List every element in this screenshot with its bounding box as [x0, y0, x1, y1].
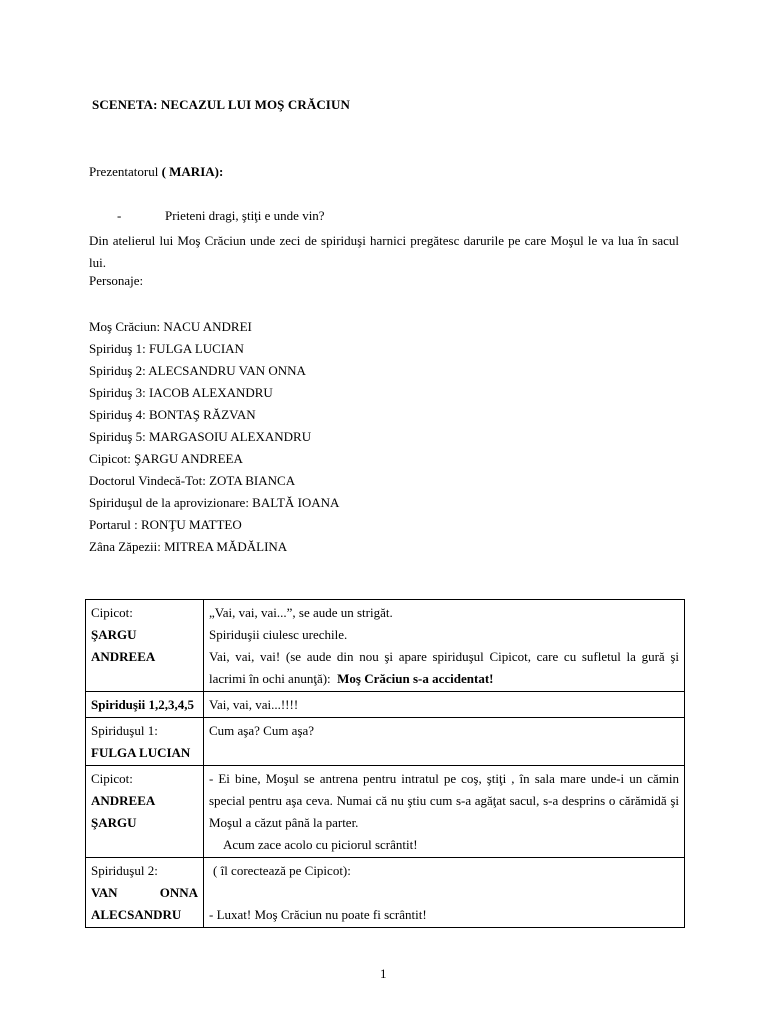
- cast-item: Cipicot: ŞARGU ANDREEA: [89, 451, 243, 466]
- table-row: [86, 858, 685, 928]
- cast-item: Moş Crăciun: NACU ANDREI: [89, 319, 252, 334]
- dialogue-line: - Luxat! Moş Crăciun nu poate fi scrântit!: [209, 907, 427, 922]
- cast-item: Spiriduş 1: FULGA LUCIAN: [89, 341, 244, 356]
- speaker-name: ALECSANDRU: [91, 907, 182, 922]
- table-row: [86, 600, 685, 692]
- speaker-name: ANDREEA: [91, 649, 156, 664]
- cast-item: Spiriduş 4: BONTAŞ RĂZVAN: [89, 407, 256, 422]
- script-table: [85, 599, 685, 928]
- presenter-label: Prezentatorul: [89, 164, 162, 179]
- dialogue-line: „Vai, vai, vai...”, se aude un strigăt.: [209, 605, 393, 620]
- presenter-name: ( MARIA):: [161, 164, 224, 179]
- table-row: [86, 718, 685, 766]
- speaker-cell: [86, 718, 204, 766]
- intro-paragraph: Din atelierul lui Moş Crăciun unde zeci de spiriduşi harnici pregătesc darurile pe care Moşul le va lua în sacul lui.: [89, 233, 679, 270]
- opening-line: [117, 208, 325, 224]
- cast-item: Zâna Zăpezii: MITREA MĂDĂLINA: [89, 539, 288, 554]
- dialogue-cell: Vai, vai, vai...!!!!: [204, 692, 685, 718]
- cast-item: Portarul : RONŢU MATTEO: [89, 517, 242, 532]
- dialogue-line: - Ei bine, Moşul se antrena pentru intratul pe coş, ştiţi , în sala mare unde-i un cămin special pentru aşa ceva. Numai că nu ştiu cum s-a agăţat sacul, s-a desprins o cărămidă şi Moşul a căzut până la parter.: [209, 771, 679, 830]
- speaker-name: FULGA LUCIAN: [91, 745, 191, 760]
- cast-item: Spiriduşul de la aprovizionare: BALTĂ IOANA: [89, 495, 340, 510]
- page-number: 1: [380, 966, 387, 981]
- page-title: SCENETA: NECAZUL LUI MOŞ CRĂCIUN: [92, 97, 350, 112]
- speaker-name: [91, 882, 198, 904]
- dialogue-spacer: [209, 882, 679, 904]
- dialogue-line: Spiriduşii ciulesc urechile.: [209, 627, 348, 642]
- dialogue-cell: Cum aşa? Cum aşa?: [204, 718, 685, 766]
- dialogue-cell: [204, 858, 685, 928]
- speaker-name: ŞARGU: [91, 815, 137, 830]
- speaker-role: Spiriduşul 2:: [91, 863, 158, 878]
- speaker-role: Spiriduşul 1:: [91, 723, 158, 738]
- cast-item: Doctorul Vindecă-Tot: ZOTA BIANCA: [89, 473, 296, 488]
- dialogue-line: ( îl corectează pe Cipicot):: [213, 863, 351, 878]
- speaker-cell: [86, 600, 204, 692]
- speaker-name: ŞARGU: [91, 627, 137, 642]
- cast-item: Spiriduş 2: ALECSANDRU VAN ONNA: [89, 363, 306, 378]
- speaker-cell: [86, 858, 204, 928]
- speaker-cell: Spiriduşii 1,2,3,4,5: [86, 692, 204, 718]
- cast-item: Spiriduş 3: IACOB ALEXANDRU: [89, 385, 273, 400]
- speaker-name-part: ONNA: [159, 885, 198, 900]
- dialogue-cell: [204, 766, 685, 858]
- table-row: [86, 692, 685, 718]
- dash-bullet: -: [117, 208, 122, 223]
- dialogue-line: Acum zace acolo cu piciorul scrântit!: [223, 837, 418, 852]
- speaker-cell: [86, 766, 204, 858]
- presenter-line: [89, 164, 223, 180]
- cast-item: Spiriduş 5: MARGASOIU ALEXANDRU: [89, 429, 312, 444]
- opening-line-text: Prieteni dragi, ştiţi e unde vin?: [165, 208, 325, 223]
- cast-list: [89, 318, 339, 560]
- dialogue-emphasis: Moş Crăciun s-a accidentat!: [337, 671, 494, 686]
- speaker-name: ANDREEA: [91, 793, 156, 808]
- dialogue-text: Vai, vai, vai! (se aude din nou şi apare spiriduşul Cipicot, care cu sufletul la gură şi lacrimi în ochi anunţă):: [209, 649, 679, 686]
- dialogue-cell: [204, 600, 685, 692]
- dialogue-line: [209, 646, 679, 690]
- speaker-name-part: VAN: [91, 885, 118, 900]
- table-row: [86, 766, 685, 858]
- speaker-role: Cipicot:: [91, 771, 133, 786]
- roles-label: Personaje:: [89, 273, 144, 288]
- speaker-role: Cipicot:: [91, 605, 133, 620]
